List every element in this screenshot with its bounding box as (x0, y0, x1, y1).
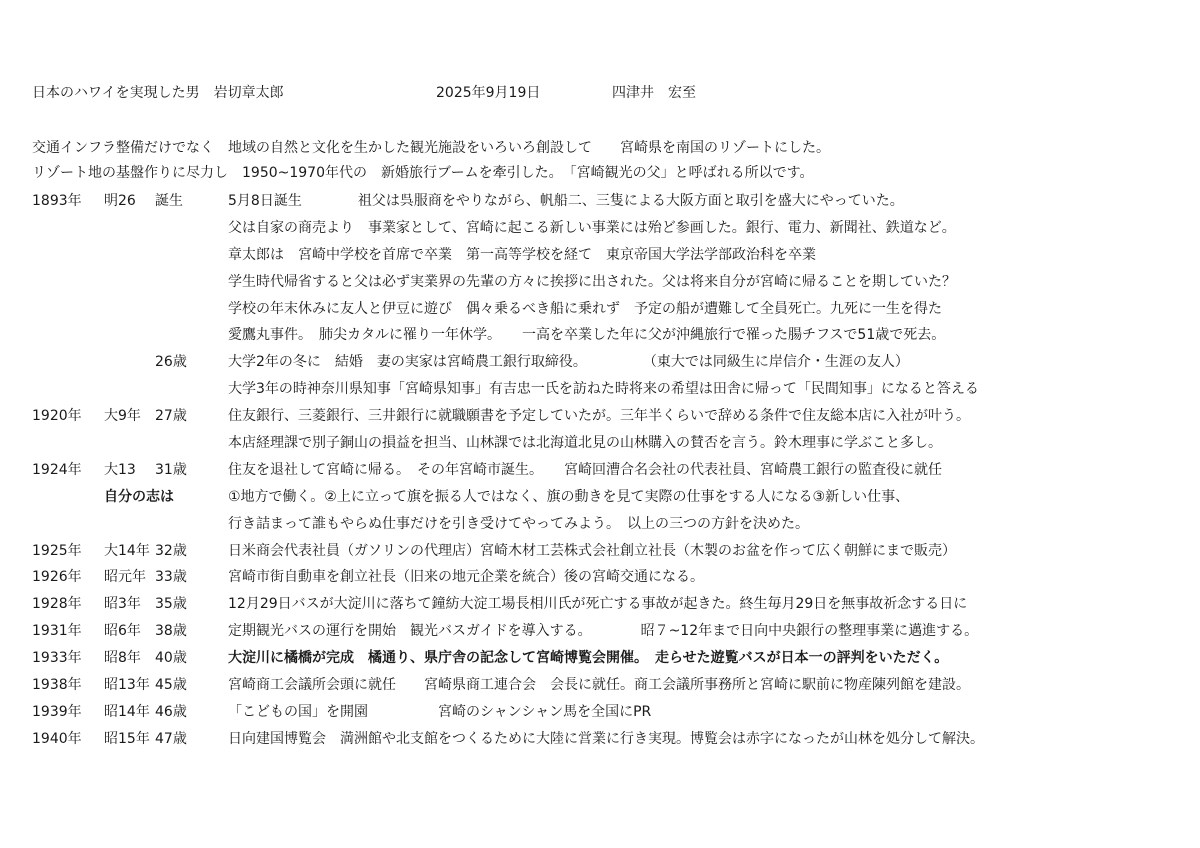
timeline-row (32, 244, 1182, 271)
row-text: 父は自家の商売より 事業家として、宮崎に起こる新しい事業には殆ど参画した。銀行、電力、新聞社、鉄道など。 (228, 219, 956, 236)
timeline-row (32, 190, 1182, 217)
timeline-row (32, 647, 1182, 674)
row-text: 学生時代帰省すると父は必ず実業界の先輩の方々に挨拶に出された。父は将来自分が宮崎に帰ることを期していた？ (228, 273, 956, 290)
document-date: 2025年9月19日 (436, 85, 541, 101)
row-age: 46歳 (155, 703, 187, 720)
timeline-table (32, 190, 1182, 755)
document-title: 日本のハワイを実現した男 岩切章太郎 (32, 85, 284, 101)
row-era: 昭15年 (104, 730, 150, 747)
row-age: 31歳 (155, 461, 187, 478)
timeline-row (32, 701, 1182, 728)
row-era: 昭13年 (104, 677, 150, 694)
row-year: 1924年 (32, 461, 82, 478)
timeline-row (32, 620, 1182, 647)
row-text: 5月8日誕生 祖父は呉服商をやりながら、帆船二、三隻による大阪方面と取引を盛大にやっていた。 (228, 193, 904, 209)
intro-paragraph (32, 137, 1182, 187)
row-text: 章太郎は 宮崎中学校を首席で卒業 第一高等学校を経て 東京帝国大学法学部政治科を卒業 (228, 246, 816, 263)
row-age: 38歳 (155, 623, 187, 640)
row-era: 昭14年 (104, 703, 150, 720)
row-age: 40歳 (155, 650, 187, 667)
row-text: 愛鷹丸事件。 肺尖カタルに罹り一年休学。 一高を卒業した年に父が沖縄旅行で罹った腸チフスで51歳で死去。 (228, 327, 946, 344)
row-era: 大9年 (104, 408, 141, 425)
row-era: 大13 (104, 461, 136, 478)
row-era: 昭元年 (104, 569, 146, 586)
timeline-row (32, 486, 1182, 513)
row-era: 昭3年 (104, 596, 141, 613)
row-age: 35歳 (155, 596, 187, 613)
row-year: 1920年 (32, 408, 82, 425)
row-era: 明26 (104, 193, 136, 209)
row-text: 宮崎商工会議所会頭に就任 宮崎県商工連合会 会長に就任。商工会議所事務所と宮崎に駅前に物産陳列館を建設。 (228, 677, 970, 694)
document-author: 四津井 宏至 (612, 85, 696, 101)
timeline-row (32, 540, 1182, 567)
intro-line: 交通インフラ整備だけでなく 地域の自然と文化を生かした観光施設をいろいろ創設して 宮崎県を南国のリゾートにした。 (32, 140, 830, 156)
row-text: 「こどもの国」を開園 宮崎のシャンシャン馬を全国にPR (228, 703, 652, 720)
row-age: 誕生 (155, 193, 183, 209)
row-text: 大学3年の時神奈川県知事「宮崎県知事」有吉忠一氏を訪ねた時将来の希望は田舎に帰って「民間知事」になると答える (228, 381, 979, 398)
row-year: 1928年 (32, 596, 82, 613)
row-text: 12月29日バスが大淀川に落ちて鐘紡大淀工場長相川氏が死亡する事故が起きた。終生毎月29日を無事故祈念する日に (228, 596, 968, 613)
row-text: 学校の年末休みに友人と伊豆に遊び 偶々乗るべき船に乗れず 予定の船が遭難して全員死亡。九死に一生を得た (228, 300, 942, 317)
row-era: 昭8年 (104, 650, 141, 667)
timeline-row (32, 728, 1182, 755)
timeline-row (32, 432, 1182, 459)
row-year: 1938年 (32, 677, 82, 694)
timeline-row (32, 513, 1182, 540)
timeline-row (32, 271, 1182, 298)
timeline-row (32, 324, 1182, 351)
row-text: 行き詰まって誰もやらぬ仕事だけを引き受けてやってみよう。 以上の三つの方針を決めた。 (228, 515, 809, 532)
row-text: 定期観光バスの運行を開始 観光バスガイドを導入する。 昭７~12年まで日向中央銀行の整理事業に邁進する。 (228, 623, 979, 640)
row-year: 1939年 (32, 703, 82, 720)
row-era: 昭6年 (104, 623, 141, 640)
row-year: 1926年 (32, 569, 82, 586)
row-year: 1933年 (32, 650, 82, 667)
timeline-row (32, 217, 1182, 244)
timeline-row (32, 593, 1182, 620)
row-text: 日米商会代表社員（ガソリンの代理店）宮崎木材工芸株式会社創立社長（木製のお盆を作って広く朝鮮にまで販売） (228, 542, 956, 559)
timeline-row (32, 405, 1182, 432)
row-age: 32歳 (155, 542, 187, 559)
row-year: 1940年 (32, 730, 82, 747)
row-year: 1893年 (32, 193, 82, 209)
row-text: 本店経理課で別子銅山の損益を担当、山林課では北海道北見の山林購入の賛否を言う。鈴木理事に学ぶこと多し。 (228, 435, 942, 452)
timeline-row (32, 459, 1182, 486)
timeline-row (32, 298, 1182, 325)
row-era: 自分の志は (104, 488, 174, 505)
timeline-row (32, 566, 1182, 593)
timeline-row (32, 674, 1182, 701)
row-age: 27歳 (155, 408, 187, 425)
intro-line: リゾート地の基盤作りに尽力し 1950~1970年代の 新婚旅行ブームを牽引した。 「宮崎観光の父」と呼ばれる所以です。 (32, 165, 814, 181)
row-era: 大14年 (104, 542, 150, 559)
row-age: 47歳 (155, 730, 187, 747)
row-age: 33歳 (155, 569, 187, 586)
row-age: 45歳 (155, 677, 187, 694)
timeline-row (32, 378, 1182, 405)
row-text: 住友を退社して宮崎に帰る。 その年宮崎市誕生。 宮崎回漕合名会社の代表社員、宮崎農工銀行の監査役に就任 (228, 461, 942, 478)
row-text: 日向建国博覧会 満洲館や北支館をつくるために大陸に営業に行き実現。博覧会は赤字になったが山林を処分して解決。 (228, 730, 984, 747)
row-text: 大淀川に橘橋が完成 橘通り、県庁舎の記念して宮崎博覧会開催。 走らせた遊覧バスが日本一の評判をいただく。 (228, 650, 949, 667)
row-text: 住友銀行、三菱銀行、三井銀行に就職願書を予定していたが。三年半くらいで辞める条件で住友総本店に入社が叶う。 (228, 408, 970, 425)
row-year: 1925年 (32, 542, 82, 559)
timeline-row (32, 351, 1182, 378)
row-text: 大学2年の冬に 結婚 妻の実家は宮崎農工銀行取締役。 （東大では同級生に岸信介・生涯の友人） (228, 354, 909, 371)
row-text: ①地方で働く。②上に立って旗を振る人ではなく、旗の動きを見て実際の仕事をする人になる③新しい仕事、 (228, 488, 910, 505)
row-age: 26歳 (155, 354, 187, 371)
document-header (32, 82, 1180, 102)
row-year: 1931年 (32, 623, 82, 640)
row-text: 宮崎市街自動車を創立社長（旧来の地元企業を統合）後の宮崎交通になる。 (228, 569, 704, 586)
